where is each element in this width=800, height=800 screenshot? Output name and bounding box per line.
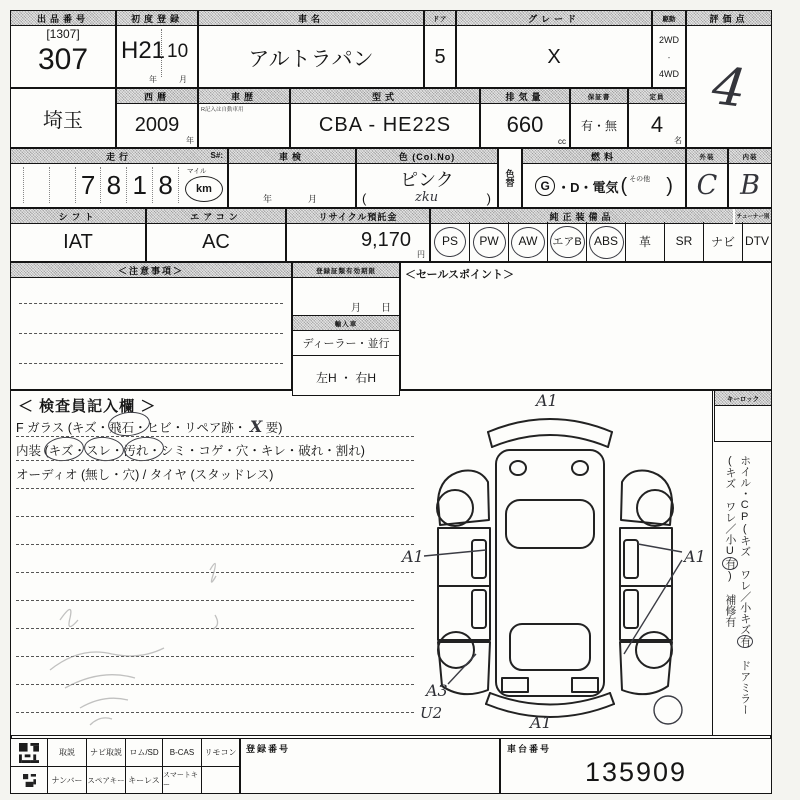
tail-lamp-right: [572, 678, 598, 692]
equip-ps: [431, 222, 470, 262]
qr-code-icon: [11, 739, 48, 766]
docs-expiry-units: 月 日: [351, 303, 391, 314]
warranty-cell: [570, 88, 628, 148]
front-bumper-inner: [492, 435, 608, 447]
car-name: アルトラパン: [248, 48, 374, 71]
drive-2wd: 2WD: [659, 35, 679, 45]
footer-label-keyless: キーレス: [126, 767, 163, 793]
reg-year-unit: 年: [149, 75, 157, 84]
history-cell: [198, 88, 290, 148]
km-unit-circle: km: [185, 176, 223, 202]
equip-label: SR: [675, 234, 693, 249]
pencil-scribbles: [20, 560, 340, 730]
footer-accessory-table: [10, 738, 240, 794]
footer-empty-cell: [202, 767, 239, 793]
registration-number-label: 登録番号: [246, 744, 291, 754]
keylock-header: キーロック: [715, 391, 771, 406]
equip-abs: [587, 222, 626, 262]
mileage-digit: 8: [153, 167, 179, 203]
sidebar-circled-ari: 有: [723, 558, 736, 569]
door-cell: [424, 10, 456, 88]
lot-number-cell: [10, 10, 116, 88]
inspector-dash-line: [16, 544, 414, 545]
notes-line: [19, 303, 283, 304]
right-rear-window: [624, 590, 638, 628]
footer-label-number-plate: ナンバー: [48, 767, 87, 793]
footer-row1: [11, 739, 239, 767]
reg-divider: [161, 29, 162, 77]
color-change-label: 色替: [504, 169, 515, 187]
color-change-cell: [498, 148, 522, 208]
displacement-value: 660: [506, 112, 544, 137]
lot-number-header: 出品番号: [11, 11, 115, 26]
first-registration-header: 初度登録: [117, 11, 197, 26]
sidebar-vertical-note: [722, 455, 752, 730]
inspector-dash-line: [16, 460, 414, 461]
left-door-panel: [438, 528, 490, 640]
footer-label-rom-sd: ロム/SD: [126, 739, 163, 766]
docs-divider: [293, 355, 399, 356]
model-code: CBA - HE22S: [318, 113, 452, 136]
region-cell: [10, 88, 116, 148]
chassis-number-label: 車台番号: [507, 744, 552, 754]
inspector-title: ＜ 検査員記入欄 ＞: [18, 398, 157, 415]
docs-box: [292, 262, 400, 396]
sidebar-circled-ari: 有: [738, 636, 751, 647]
interior-header: 内装: [729, 149, 771, 164]
car-name-header: 車名: [199, 11, 423, 26]
damage-code-rear2: U2: [420, 704, 443, 722]
headlight-left: [510, 461, 526, 475]
inspector-dash-line: [16, 488, 414, 489]
right-quarter-panel: [620, 642, 672, 694]
western-year-header: 西暦: [117, 89, 197, 104]
fuel-cell: [522, 148, 686, 208]
chassis-number-value: 135909: [584, 757, 688, 787]
model-code-cell: [290, 88, 480, 148]
stamp-icon: [11, 767, 48, 793]
seats-value: 4: [650, 112, 664, 137]
equip-sr: [665, 222, 704, 262]
notes-line: [19, 363, 283, 364]
equip-label: DTV: [745, 234, 769, 249]
inspector-dash-line: [16, 436, 414, 437]
registration-number-box: [240, 738, 500, 794]
inspector-glass-line: [16, 417, 282, 436]
docs-expiry-header: 登録証類有効期限: [293, 263, 399, 278]
glass-text: F ガラス (キズ・飛石・ヒビ・リペア跡・: [16, 421, 247, 435]
first-registration-cell: [116, 10, 198, 88]
footer-label-navi-manual: ナビ取説: [87, 739, 126, 766]
headlight-right: [572, 461, 588, 475]
mile-label: マイル: [187, 168, 207, 175]
displacement-unit: cc: [558, 137, 566, 146]
aircon-cell: [146, 208, 286, 262]
sidebar-text: ホイル・CP(キズ ワレ／小キズ: [738, 455, 751, 635]
score-value-handwritten: 4: [708, 56, 750, 120]
right-front-window: [624, 540, 638, 578]
shift-header: シフト: [11, 209, 145, 224]
displacement-cell: [480, 88, 570, 148]
mileage-digit: [23, 167, 50, 203]
shaken-cell: [228, 148, 356, 208]
keylock-box: [714, 390, 772, 442]
color-paren-left: (: [362, 191, 367, 206]
history-header: 車歴: [199, 89, 289, 104]
mileage-digit: 7: [76, 167, 102, 203]
footer-label-manual: 取説: [48, 739, 87, 766]
a3-pointer: [448, 654, 476, 684]
shift-value: IAT: [63, 230, 93, 253]
left-front-wheel: [437, 490, 473, 526]
equip-leather: [626, 222, 665, 262]
front-bumper-outer: [488, 419, 612, 432]
sales-point-title: ＜セールスポイント＞: [405, 269, 515, 281]
recycle-fee-unit: 円: [417, 250, 425, 259]
equipment-row: [431, 222, 771, 262]
left-a1-pointer: [424, 550, 486, 556]
left-front-fender: [438, 470, 489, 525]
tail-lamp-left: [502, 678, 528, 692]
aircon-value: AC: [202, 230, 230, 253]
glass-x-handwritten: X: [249, 417, 263, 436]
equip-navi: [704, 222, 743, 262]
damage-code-top: A1: [536, 392, 558, 410]
notes-header: ＜注意事項＞: [11, 263, 291, 278]
right-front-wheel: [637, 490, 673, 526]
equip-dtv: [743, 222, 771, 262]
footer-row2: [11, 767, 239, 793]
history-note: R記入は自動車用: [201, 107, 244, 113]
damage-code-rear1: A3: [426, 681, 448, 700]
fuel-other-label: その他: [629, 176, 651, 183]
color-code-handwritten: zku: [415, 190, 439, 205]
inspector-audio-line: オーディオ (無し・穴) / タイヤ (スタッドレス): [16, 468, 274, 482]
recycle-fee-cell: [286, 208, 430, 262]
equip-label: PW: [479, 234, 499, 249]
sales-point-box: [400, 262, 772, 390]
drive-4wd: 4WD: [659, 69, 679, 79]
shift-cell: [10, 208, 146, 262]
grade-value: X: [547, 45, 561, 68]
door-header: ドア: [425, 11, 455, 26]
exterior-grade-handwritten: C: [696, 169, 718, 201]
equip-label: エアB: [552, 236, 582, 249]
equip-aw: [509, 222, 548, 262]
mileage-s-label: S#:: [210, 151, 223, 160]
drive-dot: ・: [665, 55, 673, 62]
left-rear-window: [472, 590, 486, 628]
inspector-dash-line: [16, 516, 414, 517]
fuel-options: ・D・電気: [557, 179, 619, 195]
mileage-cell: [10, 148, 228, 208]
right-front-fender: [621, 470, 672, 525]
score-cell: [686, 10, 772, 148]
exterior-header: 外装: [687, 149, 727, 164]
interior-grade-handwritten: B: [740, 169, 760, 201]
lot-bracket: [1307]: [46, 27, 80, 41]
sidebar-text: ドアミラー(キズ ワレ／小U: [723, 455, 751, 715]
handle-side: 左H ・ 右H: [315, 371, 376, 385]
equip-airbag: [548, 222, 587, 262]
notes-line: [19, 333, 283, 334]
car-name-cell: [198, 10, 424, 88]
footer-label-spare-key: スペアキー: [87, 767, 126, 793]
inspector-interior-line: 内装 (キズ・スレ・汚れ・シミ・コゲ・穴・キレ・破れ・割れ): [16, 444, 365, 458]
right-rear-wheel: [636, 632, 672, 668]
windshield: [506, 500, 594, 548]
import-header: 輸入車: [293, 315, 399, 331]
right-a1-pointer: [638, 544, 682, 552]
recycle-fee-value: 9,170: [360, 229, 411, 251]
warranty-header: 保証書: [571, 89, 627, 104]
color-header: 色 (Col.No): [357, 149, 497, 164]
model-code-header: 型式: [291, 89, 479, 104]
damage-code-left: A1: [402, 547, 424, 566]
seats-header: 定員: [629, 89, 685, 104]
first-reg-year: H21: [121, 37, 166, 64]
mileage-digit: [50, 167, 76, 203]
recycle-fee-header: リサイクル預託金: [287, 209, 429, 224]
damage-code-right: A1: [684, 547, 706, 566]
footer-label-smart-key: スマートキー: [163, 767, 202, 793]
drive-cell: [652, 10, 686, 88]
footer-label-bcas: B-CAS: [163, 739, 202, 766]
lot-number: 307: [37, 43, 89, 76]
car-damage-diagram: [400, 392, 710, 734]
fuel-paren-left: (: [620, 174, 628, 197]
stamp-pattern: [23, 774, 36, 787]
equipment-header: 純正装備品: [431, 209, 733, 224]
seats-unit: 名: [674, 136, 682, 145]
mileage-digits: [23, 167, 179, 203]
car-body: [496, 450, 604, 696]
aircon-header: エアコン: [147, 209, 285, 224]
western-year-unit: 年: [186, 136, 194, 145]
mileage-digit: 8: [101, 167, 127, 203]
shaken-header: 車検: [229, 149, 355, 164]
mileage-digit: 1: [127, 167, 153, 203]
western-year-cell: [116, 88, 198, 148]
chassis-number-box: [500, 738, 772, 794]
color-cell: [356, 148, 498, 208]
mileage-header: 走行: [11, 149, 227, 164]
rear-bumper-inner: [490, 693, 610, 705]
equip-label: ABS: [593, 234, 618, 249]
equip-label: 革: [638, 234, 651, 249]
seats-cell: [628, 88, 686, 148]
interior-grade-cell: [728, 148, 772, 208]
exterior-grade-cell: [686, 148, 728, 208]
equipment-cell: [430, 208, 772, 262]
first-reg-month: 10: [167, 41, 189, 62]
qr-pattern: [19, 743, 39, 763]
damage-code-bottom: A1: [530, 713, 552, 732]
hand-circle-mark: [654, 696, 682, 724]
sidebar-text: ) 補修有: [723, 570, 736, 627]
region-value: 埼玉: [43, 109, 83, 132]
fuel-content: [523, 165, 685, 207]
glass-text-end: 要): [265, 421, 283, 435]
fuel-header: 燃料: [523, 149, 685, 164]
shaken-units: 年 月: [263, 194, 324, 204]
left-front-window: [472, 540, 486, 578]
equip-label: PS: [441, 234, 458, 249]
door-count: 5: [434, 45, 446, 68]
grade-cell: [456, 10, 652, 88]
fuel-gasoline-circled: G: [535, 176, 555, 196]
score-header: 評価点: [687, 11, 771, 26]
reg-month-unit: 月: [179, 75, 187, 84]
grade-header: グレード: [457, 11, 651, 26]
sidebar-divider: [712, 390, 713, 736]
displacement-header: 排気量: [481, 89, 569, 104]
color-paren-right: ): [486, 191, 491, 206]
equip-label: AW: [518, 234, 538, 249]
import-type: ディーラー・並行: [302, 338, 390, 350]
equip-label: ナビ: [710, 234, 735, 249]
fuel-paren-right: ): [666, 174, 673, 197]
notes-box: [10, 262, 292, 390]
color-value: ピンク: [400, 170, 454, 190]
footer-label-remote: リモコン: [204, 748, 237, 757]
warranty-value: 有・無: [580, 118, 617, 133]
drive-header: 駆動: [653, 11, 685, 26]
tuner-note-header: チューナー別: [735, 209, 771, 224]
western-year: 2009: [134, 113, 180, 136]
equip-pw: [470, 222, 509, 262]
rear-window: [510, 624, 590, 670]
